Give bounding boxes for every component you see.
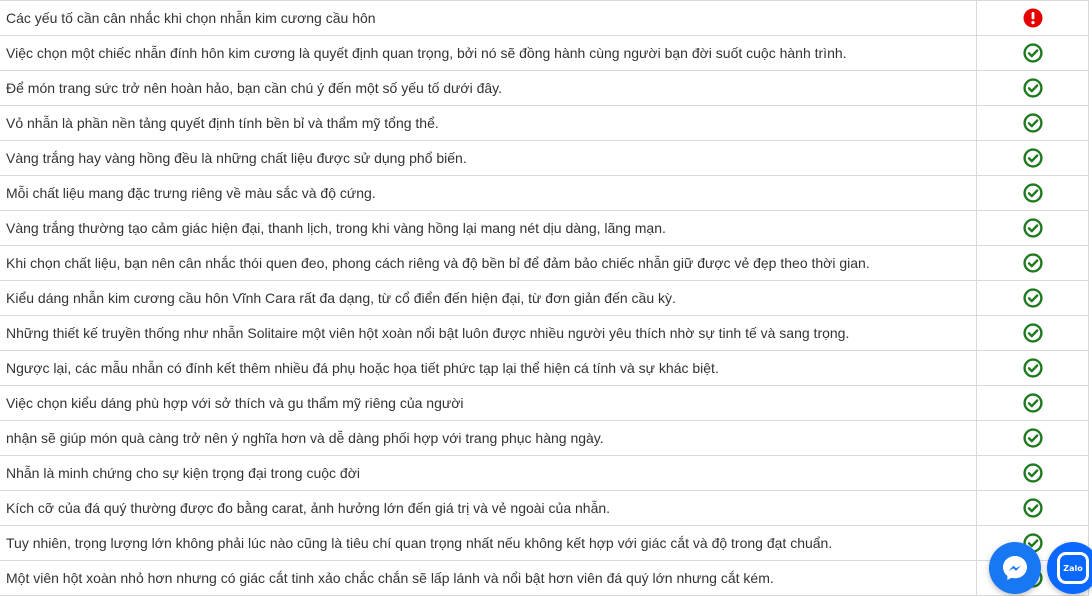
table-row — [0, 561, 1089, 596]
table-row — [0, 71, 1089, 106]
row-status-cell — [977, 1, 1089, 35]
row-text: Để món trang sức trở nên hoàn hảo, bạn cần chú ý đến một số yếu tố dưới đây. — [0, 71, 977, 105]
row-status-cell — [977, 281, 1089, 315]
check-circle-icon — [1023, 148, 1043, 168]
table-row — [0, 211, 1089, 246]
check-circle-icon — [1023, 498, 1043, 518]
row-text: Việc chọn kiểu dáng phù hợp với sở thích và gu thẩm mỹ riêng của người — [0, 386, 977, 420]
table-row — [0, 456, 1089, 491]
row-status-cell — [977, 246, 1089, 280]
row-text: Việc chọn một chiếc nhẫn đính hôn kim cương là quyết định quan trọng, bởi nó sẽ đồng hành cùng người bạn đời suốt cuộc hành trình. — [0, 36, 977, 70]
row-status-cell — [977, 421, 1089, 455]
check-circle-icon — [1023, 113, 1043, 133]
row-text: Ngược lại, các mẫu nhẫn có đính kết thêm nhiều đá phụ hoặc họa tiết phức tạp lại thể hiện cá tính và sự khác biệt. — [0, 351, 977, 385]
table-row — [0, 386, 1089, 421]
zalo-chat-button[interactable] — [1047, 542, 1092, 594]
table-row — [0, 1, 1089, 36]
row-status-cell — [977, 141, 1089, 175]
row-status-cell — [977, 491, 1089, 525]
zalo-label: Zalo — [1063, 563, 1083, 573]
check-circle-icon — [1023, 218, 1043, 238]
row-text: Mỗi chất liệu mang đặc trưng riêng về màu sắc và độ cứng. — [0, 176, 977, 210]
check-circle-icon — [1023, 183, 1043, 203]
table-row — [0, 281, 1089, 316]
check-circle-icon — [1023, 78, 1043, 98]
table-row — [0, 141, 1089, 176]
check-circle-icon — [1023, 253, 1043, 273]
row-text: Khi chọn chất liệu, bạn nên cân nhắc thói quen đeo, phong cách riêng và độ bền bỉ để đảm bảo chiếc nhẫn giữ được vẻ đẹp theo thời gian. — [0, 246, 977, 280]
row-text: Những thiết kế truyền thống như nhẫn Solitaire một viên hột xoàn nổi bật luôn được nhiều người yêu thích nhờ sự tinh tế và sang trọng. — [0, 316, 977, 350]
row-status-cell — [977, 71, 1089, 105]
table-row — [0, 106, 1089, 141]
row-status-cell — [977, 351, 1089, 385]
table-row — [0, 421, 1089, 456]
row-status-cell — [977, 211, 1089, 245]
messenger-chat-button[interactable] — [989, 542, 1041, 594]
check-circle-icon — [1023, 393, 1043, 413]
row-status-cell — [977, 36, 1089, 70]
row-text: Một viên hột xoàn nhỏ hơn nhưng có giác cắt tinh xảo chắc chắn sẽ lấp lánh và nổi bật hơn viên đá quý lớn nhưng cắt kém. — [0, 561, 977, 595]
row-text: Nhẫn là minh chứng cho sự kiện trọng đại trong cuộc đời — [0, 456, 977, 490]
row-text: Các yếu tố cần cân nhắc khi chọn nhẫn kim cương cầu hôn — [0, 1, 977, 35]
table-row — [0, 351, 1089, 386]
row-status-cell — [977, 316, 1089, 350]
check-circle-icon — [1023, 288, 1043, 308]
table-row — [0, 36, 1089, 71]
row-status-cell — [977, 456, 1089, 490]
table-row — [0, 316, 1089, 351]
row-status-cell — [977, 386, 1089, 420]
table-row — [0, 526, 1089, 561]
exclamation-circle-icon — [1023, 8, 1043, 28]
check-circle-icon — [1023, 463, 1043, 483]
check-circle-icon — [1023, 43, 1043, 63]
row-text: Kích cỡ của đá quý thường được đo bằng carat, ảnh hưởng lớn đến giá trị và vẻ ngoài của nhẫn. — [0, 491, 977, 525]
check-circle-icon — [1023, 428, 1043, 448]
row-text: Vàng trắng thường tạo cảm giác hiện đại, thanh lịch, trong khi vàng hồng lại mang nét dịu dàng, lãng mạn. — [0, 211, 977, 245]
row-text: Tuy nhiên, trọng lượng lớn không phải lúc nào cũng là tiêu chí quan trọng nhất nếu không kết hợp với giác cắt và độ trong đạt chuẩn. — [0, 526, 977, 560]
messenger-icon — [1000, 553, 1030, 583]
check-circle-icon — [1023, 358, 1043, 378]
row-status-cell — [977, 106, 1089, 140]
row-text: nhận sẽ giúp món quà càng trở nên ý nghĩa hơn và dễ dàng phối hợp với trang phục hàng ngày. — [0, 421, 977, 455]
zalo-icon — [1057, 552, 1089, 584]
row-text: Vỏ nhẫn là phần nền tảng quyết định tính bền bỉ và thẩm mỹ tổng thể. — [0, 106, 977, 140]
row-text: Vàng trắng hay vàng hồng đều là những chất liệu được sử dụng phổ biến. — [0, 141, 977, 175]
table-row — [0, 246, 1089, 281]
row-text: Kiểu dáng nhẫn kim cương cầu hôn Vĩnh Cara rất đa dạng, từ cổ điển đến hiện đại, từ đơn giản đến cầu kỳ. — [0, 281, 977, 315]
table-row — [0, 176, 1089, 211]
row-status-cell — [977, 176, 1089, 210]
table-row — [0, 491, 1089, 526]
check-circle-icon — [1023, 323, 1043, 343]
